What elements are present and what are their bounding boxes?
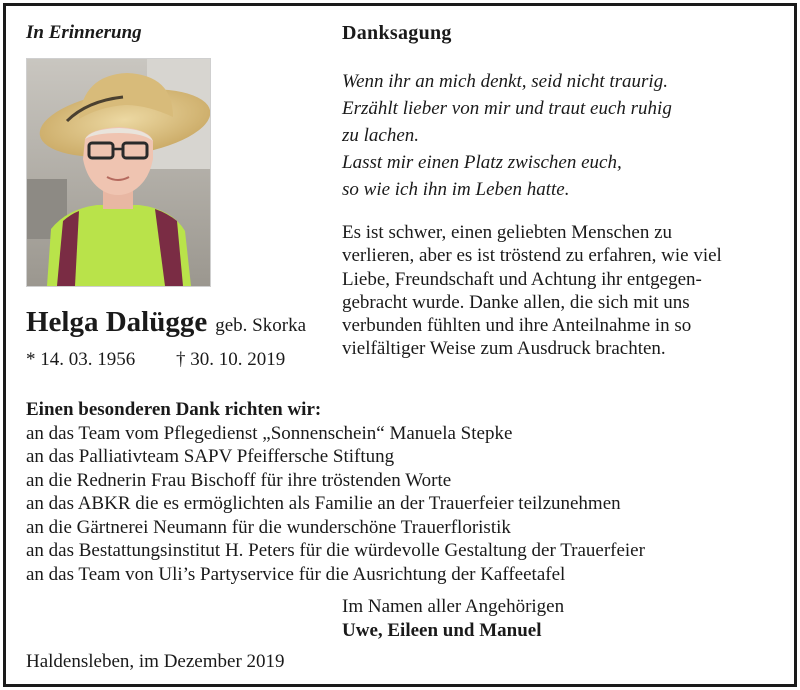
thanks-line: an das Palliativteam SAPV Pfeiffersche Stiftung	[26, 446, 395, 467]
poem-line: zu lachen.	[342, 125, 420, 146]
paragraph-line: Es ist schwer, einen geliebten Menschen zu	[342, 222, 673, 243]
death-date: † 30. 10. 2019	[176, 349, 286, 370]
signature-block	[342, 595, 564, 643]
thanks-line: an das Team von Uli’s Partyservice für die Ausrichtung der Kaffeetafel	[26, 563, 566, 585]
special-thanks-title: Einen besonderen Dank richten wir:	[26, 399, 322, 420]
thanks-paragraph	[342, 221, 722, 361]
heading-thanks: Danksagung	[342, 22, 452, 44]
paragraph-line: Liebe, Freundschaft und Achtung ihr entgegen-	[342, 268, 702, 290]
thanks-line: an die Rednerin Frau Bischoff für ihre tröstenden Worte	[26, 469, 452, 491]
obituary-notice	[3, 3, 797, 687]
paragraph-line: gebracht wurde. Danke allen, die sich mit uns	[342, 291, 690, 313]
heading-in-memory: In Erinnerung	[26, 22, 142, 43]
special-thanks	[26, 398, 645, 586]
deceased-name-line	[26, 306, 306, 339]
portrait-illustration	[27, 59, 210, 286]
thanks-line: an das ABKR die es ermöglichten als Familie an der Trauerfeier teilzunehmen	[26, 493, 621, 514]
place-and-date: Haldensleben, im Dezember 2019	[26, 651, 285, 672]
paragraph-line: vielfältiger Weise zum Ausdruck brachten.	[342, 338, 666, 360]
paragraph-line: verbunden fühlten und ihre Anteilnahme in so	[342, 315, 692, 337]
thanks-line: an die Gärtnerei Neumann für die wunderschöne Trauerfloristik	[26, 516, 511, 538]
signature-intro: Im Namen aller Angehörigen	[342, 596, 565, 617]
poem-line: Erzählt lieber von mir und traut euch ruhig	[342, 98, 672, 119]
maiden-name: geb. Skorka	[215, 315, 307, 336]
poem-line: Lasst mir einen Platz zwischen euch,	[342, 152, 622, 173]
thanks-line: an das Team vom Pflegedienst „Sonnenschein“ Manuela Stepke	[26, 422, 513, 444]
signature-names: Uwe, Eileen und Manuel	[342, 620, 542, 641]
life-dates	[26, 349, 285, 371]
poem-line: so wie ich ihn im Leben hatte.	[342, 179, 570, 200]
thanks-line: an das Bestattungsinstitut H. Peters für die würdevolle Gestaltung der Trauerfeier	[26, 540, 645, 561]
poem-line: Wenn ihr an mich denkt, seid nicht traurig.	[342, 71, 668, 92]
paragraph-line: verlieren, aber es ist tröstend zu erfahren, wie viel	[342, 245, 722, 267]
deceased-name: Helga Dalügge	[26, 306, 208, 338]
birth-date: * 14. 03. 1956	[26, 349, 136, 370]
poem	[342, 68, 672, 203]
portrait-photo	[26, 58, 211, 287]
